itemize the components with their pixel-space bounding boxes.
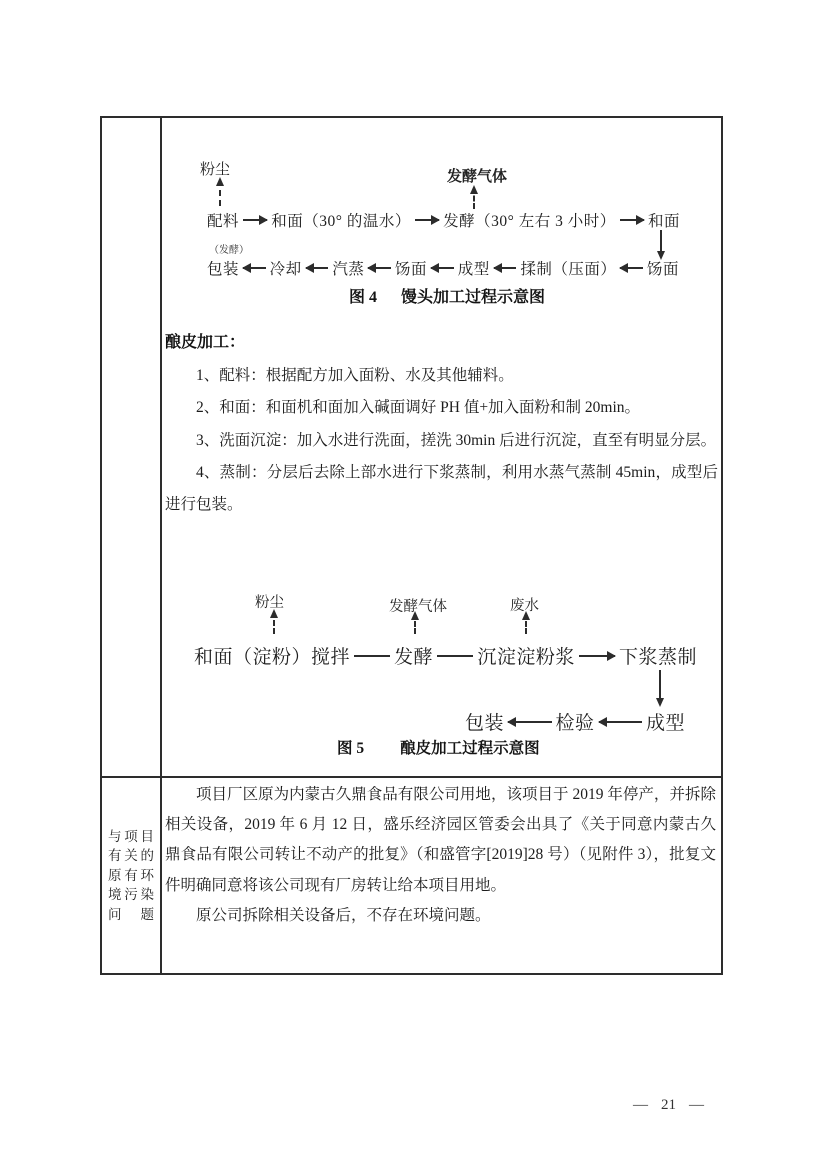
flow-step: 包装 <box>207 261 240 278</box>
arrow-left-icon <box>508 721 551 723</box>
section-heading: 酿皮加工： <box>165 334 246 351</box>
ferment-note: （发酵） <box>209 245 249 256</box>
flow-step: 检验 <box>555 713 595 734</box>
page-number <box>633 1097 704 1114</box>
flow-step: 和面（30° 的温水） <box>271 213 411 230</box>
down-arrow <box>660 230 662 257</box>
flow-step: 饧面 <box>647 261 680 278</box>
process-step: 1、配料：根据配方加入面粉、水及其他辅料。 <box>196 367 514 384</box>
flow-step: 成型 <box>457 261 490 278</box>
wastewater-up-arrow <box>525 614 527 634</box>
dust-up-arrow <box>219 180 221 206</box>
page-number-dash: — <box>689 1097 704 1113</box>
process-step: 4、蒸制：分层后去除上部水进行下浆蒸制，利用水蒸气蒸制 45min，成型后进行包装。 <box>165 463 718 514</box>
table-row <box>102 118 721 778</box>
arrow-left-icon <box>306 267 329 269</box>
page-number-value: 21 <box>661 1097 676 1113</box>
flow-step: 揉制（压面） <box>520 261 617 278</box>
connector-line <box>437 655 473 657</box>
liangpi-process-text <box>165 332 718 521</box>
fig4-flow-row-1 <box>207 209 680 231</box>
arrow-left-icon <box>620 267 643 269</box>
wastewater-label: 废水 <box>510 598 539 614</box>
figure-number: 图 4 <box>349 289 378 306</box>
flow-step: 发酵 <box>394 647 434 668</box>
process-steps <box>165 360 718 521</box>
process-step: 3、洗面沉淀：加入水进行洗面，搓洗 30min 后进行沉淀，直至有明显分层。 <box>196 431 717 449</box>
flow-step: 配料 <box>207 213 240 230</box>
fermentation-gas-label: 发酵气体 <box>389 599 447 615</box>
figure-title: 酿皮加工过程示意图 <box>400 740 540 757</box>
arrow-right-icon <box>620 219 644 221</box>
report-table <box>100 116 723 975</box>
flow-step: 冷却 <box>269 261 302 278</box>
arrow-right-icon <box>579 655 615 657</box>
row-header-cell-empty <box>102 118 162 776</box>
arrow-left-icon <box>243 267 266 269</box>
arrow-left-icon <box>368 267 391 269</box>
flow-step: 成型 <box>646 713 686 734</box>
paragraph: 项目厂区原为内蒙古久鼎食品有限公司用地，该项目于 2019 年停产，并拆除相关设备，2019 年 6 月 12 日，盛乐经济园区管委会出具了《关于同意内蒙古久鼎食品有限公司转让不动产的批复》（和盛管字[2019]28 号）（见附件 3），批复文件明确同意将该公司现有厂房转让给本项目用地。 <box>165 786 716 894</box>
down-arrow <box>659 670 661 704</box>
flow-step: 包装 <box>465 713 505 734</box>
process-content-cell <box>162 118 721 776</box>
dust-up-arrow <box>273 612 275 634</box>
arrow-left-icon <box>599 721 642 723</box>
arrow-left-icon <box>494 267 517 269</box>
figure-4-mantou-flow <box>162 157 721 307</box>
dust-emission-label: 粉尘 <box>200 162 231 178</box>
flow-step: 发酵（30° 左右 3 小时） <box>443 213 616 230</box>
flow-step: 汽蒸 <box>332 261 365 278</box>
figure-number: 图 5 <box>337 740 365 757</box>
arrow-left-icon <box>431 267 454 269</box>
fig5-flow-row-2 <box>465 708 685 735</box>
figure-5-caption <box>337 736 540 758</box>
arrow-right-icon <box>415 219 439 221</box>
flow-step: 饧面 <box>395 261 428 278</box>
figure-title: 馒头加工过程示意图 <box>401 289 546 306</box>
process-step: 2、和面：和面机和面加入碱面调好 PH 值+加入面粉和制 20min。 <box>196 399 641 417</box>
table-row <box>102 778 721 973</box>
page-number-dash: — <box>633 1097 648 1113</box>
flow-step: 沉淀淀粉浆 <box>477 647 575 668</box>
fig5-flow-row-1 <box>194 642 697 669</box>
figure-5-liangpi-flow <box>162 589 721 761</box>
arrow-right-icon <box>243 219 267 221</box>
gas-up-arrow <box>414 614 416 634</box>
fig4-flow-row-2 <box>207 257 679 279</box>
connector-line <box>354 655 390 657</box>
flow-step: 和面（淀粉）搅拌 <box>194 647 351 668</box>
fermentation-gas-label: 发酵气体 <box>447 169 508 185</box>
row-header-cell <box>102 778 162 973</box>
row-header-label: 与项目有关的原有环境污染问题 <box>108 828 154 922</box>
pollution-content-cell <box>162 778 721 973</box>
flow-step: 下浆蒸制 <box>618 647 697 668</box>
paragraph: 原公司拆除相关设备后，不存在环境问题。 <box>196 906 491 924</box>
pollution-paragraphs <box>162 778 721 931</box>
dust-emission-label: 粉尘 <box>255 595 284 611</box>
gas-up-arrow <box>473 188 475 209</box>
flow-step: 和面 <box>647 213 680 230</box>
figure-4-caption <box>349 284 545 307</box>
